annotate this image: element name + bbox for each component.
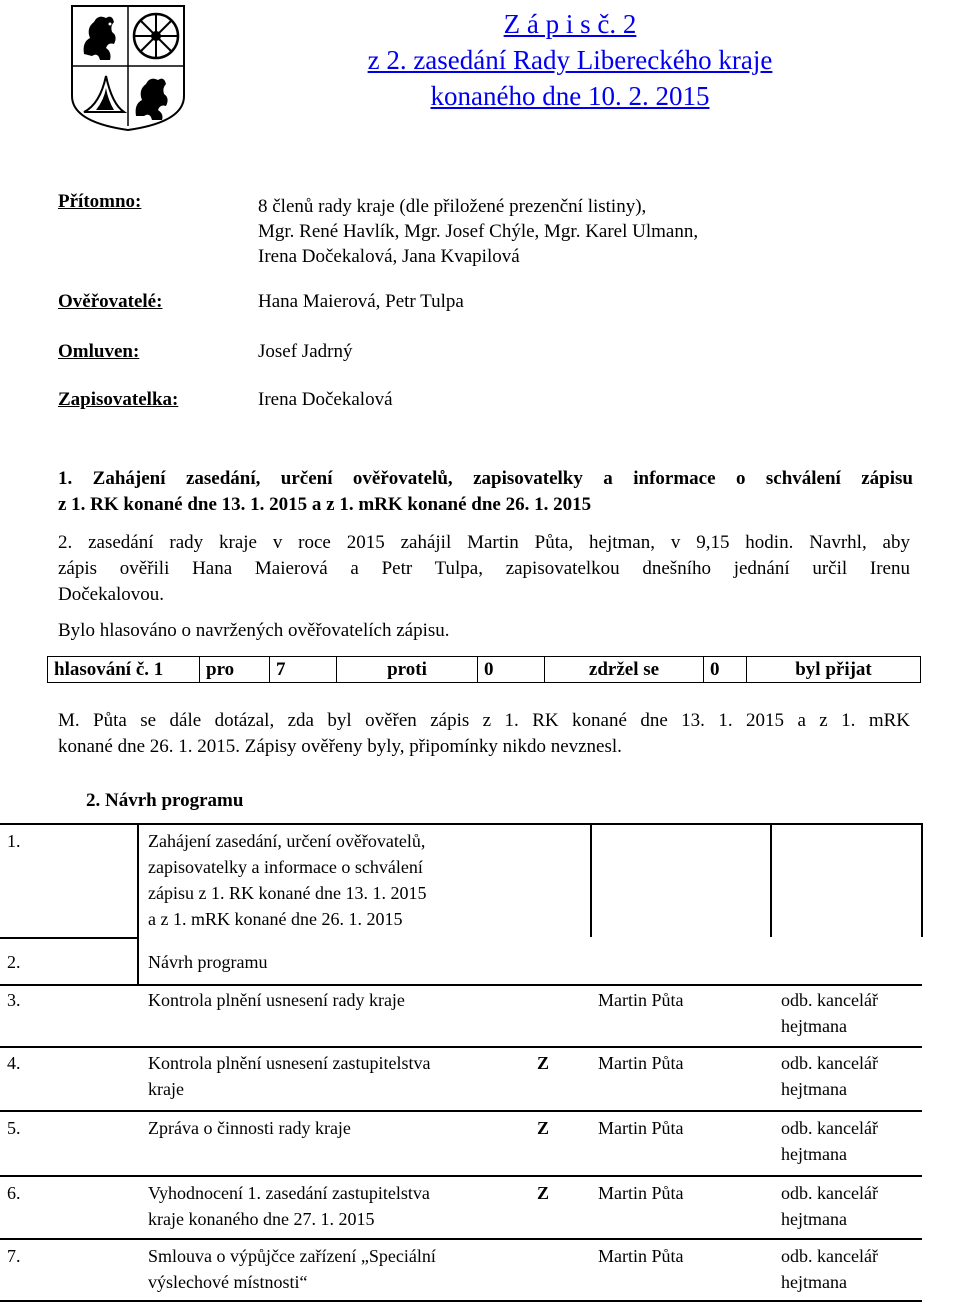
section1-para3-line2: konané dne 26. 1. 2015. Zápisy ověřeny byly, připomínky nikdo nevznesl. [58, 736, 622, 757]
program-table-divider [0, 1300, 922, 1302]
document-title [260, 6, 880, 114]
program-table-divider [770, 823, 772, 937]
program-item-presenter: Martin Půta [598, 1183, 684, 1203]
program-table-divider [0, 937, 137, 939]
excused-value: Josef Jadrný [258, 341, 353, 362]
section2-heading: 2. Návrh programu [86, 790, 244, 811]
program-item-office-line: odb. kancelář [781, 1246, 878, 1266]
verifiers-value: Hana Maierová, Petr Tulpa [258, 291, 464, 312]
program-item-office-line: odb. kancelář [781, 1183, 878, 1203]
program-item-presenter: Martin Půta [598, 1118, 684, 1138]
vote-row [48, 657, 921, 683]
program-item-title-line: zápisu z 1. RK konané dne 13. 1. 2015 [148, 883, 427, 903]
program-item-number: 7. [7, 1246, 21, 1266]
vote-abstain-value: 0 [704, 657, 747, 683]
title-line-2: z 2. zasedání Rady Libereckého kraje [367, 45, 773, 75]
verifiers-label: Ověřovatelé: [58, 291, 163, 312]
vote-against-value: 0 [478, 657, 545, 683]
program-item-title-line: zapisovatelky a informace o schválení [148, 857, 423, 877]
vote-table [47, 656, 921, 683]
program-item-office-line: odb. kancelář [781, 1053, 878, 1073]
program-table-divider [590, 823, 592, 937]
program-item-title-line: Kontrola plnění usnesení zastupitelstva [148, 1053, 431, 1073]
present-line: Mgr. René Havlík, Mgr. Josef Chýle, Mgr. Karel Ulmann, [258, 221, 699, 242]
coat-of-arms-logo [70, 4, 186, 132]
program-item-number: 6. [7, 1183, 21, 1203]
program-item-office-line: hejtmana [781, 1016, 847, 1036]
section1-heading-line1: 1. Zahájení zasedání, určení ověřovatelů, zapisovatelky a informace o schválení zápisu [58, 468, 913, 489]
program-item-title-line: Zahájení zasedání, určení ověřovatelů, [148, 831, 426, 851]
vote-for-value: 7 [270, 657, 337, 683]
program-table-divider [0, 1046, 922, 1048]
program-item-title-line: Návrh programu [148, 952, 268, 972]
program-item-office-line: odb. kancelář [781, 1118, 878, 1138]
program-item-office-line: hejtmana [781, 1209, 847, 1229]
program-item-title-line: kraje [148, 1079, 184, 1099]
program-item-number: 1. [7, 831, 21, 851]
program-item-z-mark: Z [537, 1053, 550, 1073]
program-item-office-line: hejtmana [781, 1079, 847, 1099]
section1-para1-line1: 2. zasedání rady kraje v roce 2015 zahájil Martin Půta, hejtman, v 9,15 hodin. Navrhl, aby [58, 532, 910, 553]
section1-heading-line2: z 1. RK konané dne 13. 1. 2015 a z 1. mRK konané dne 26. 1. 2015 [58, 494, 592, 515]
program-item-z-mark: Z [537, 1118, 550, 1138]
program-item-number: 4. [7, 1053, 21, 1073]
program-item-title-line: Zpráva o činnosti rady kraje [148, 1118, 351, 1138]
section1-para3-line1: M. Půta se dále dotázal, zda byl ověřen zápis z 1. RK konané dne 13. 1. 2015 a z 1. mRK [58, 710, 910, 731]
vote-against-label: proti [337, 657, 478, 683]
program-item-number: 3. [7, 990, 21, 1010]
vote-for-label: pro [200, 657, 270, 683]
program-table-divider [137, 823, 139, 985]
section1-para2: Bylo hlasováno o navržených ověřovatelích zápisu. [58, 620, 450, 641]
vote-label: hlasování č. 1 [48, 657, 200, 683]
program-item-number: 5. [7, 1118, 21, 1138]
present-list [258, 194, 698, 269]
vote-result: byl přijat [747, 657, 921, 683]
program-item-title-line: výslechové místnosti“ [148, 1272, 308, 1292]
present-line: Irena Dočekalová, Jana Kvapilová [258, 246, 520, 267]
program-item-presenter: Martin Půta [598, 990, 684, 1010]
title-line-3: konaného dne 10. 2. 2015 [430, 81, 710, 111]
present-label: Přítomno: [58, 191, 142, 212]
program-table-divider [0, 1175, 922, 1177]
recorder-value: Irena Dočekalová [258, 389, 393, 410]
program-item-presenter: Martin Půta [598, 1053, 684, 1073]
present-line: 8 členů rady kraje (dle přiložené prezenční listiny), [258, 196, 647, 217]
excused-label: Omluven: [58, 341, 140, 362]
program-item-number: 2. [7, 952, 21, 972]
program-item-office-line: hejtmana [781, 1272, 847, 1292]
program-item-z-mark: Z [537, 1183, 550, 1203]
program-item-presenter: Martin Půta [598, 1246, 684, 1266]
recorder-label: Zapisovatelka: [58, 389, 179, 410]
program-table-divider [0, 984, 922, 986]
title-line-1: Z á p i s č. 2 [503, 9, 637, 39]
vote-abstain-label: zdržel se [545, 657, 704, 683]
section1-para1-line2: zápis ověřili Hana Maierová a Petr Tulpa, zapisovatelkou dnešního jednání určil Irenu [58, 558, 910, 579]
program-item-title-line: a z 1. mRK konané dne 26. 1. 2015 [148, 909, 403, 929]
program-table-divider [0, 1110, 922, 1112]
program-item-title-line: kraje konaného dne 27. 1. 2015 [148, 1209, 375, 1229]
program-item-office-line: hejtmana [781, 1144, 847, 1164]
program-item-office-line: odb. kancelář [781, 990, 878, 1010]
program-table-divider [0, 1238, 922, 1240]
program-table-divider [921, 823, 923, 937]
program-item-title-line: Smlouva o výpůjčce zařízení „Speciální [148, 1246, 436, 1266]
program-item-title-line: Kontrola plnění usnesení rady kraje [148, 990, 405, 1010]
program-item-title-line: Vyhodnocení 1. zasedání zastupitelstva [148, 1183, 430, 1203]
section1-para1-line3: Dočekalovou. [58, 584, 165, 605]
